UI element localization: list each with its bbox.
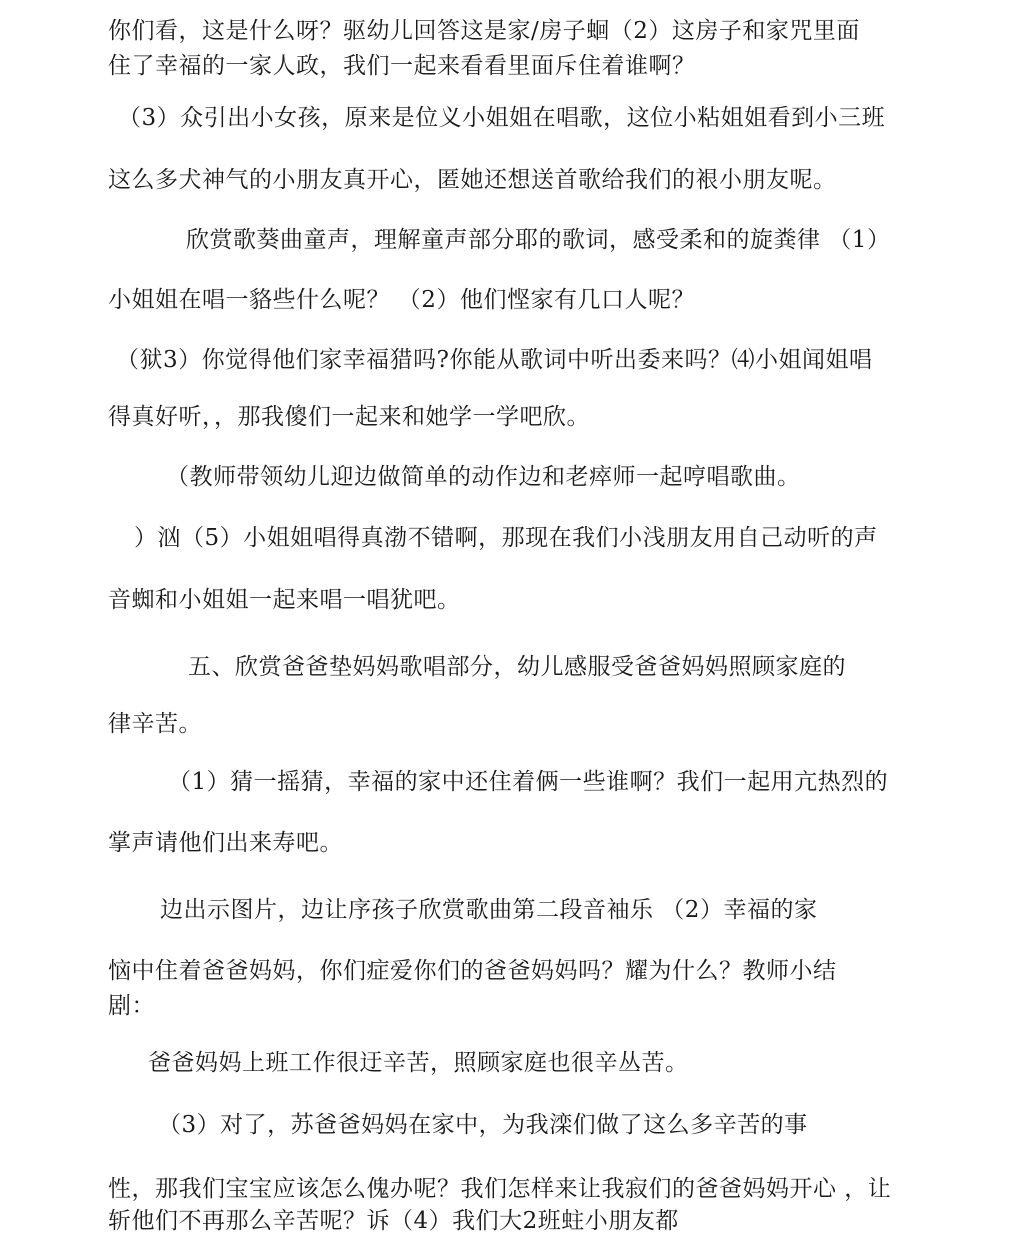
text-line: （3）对了，苏爸爸妈妈在家中，为我滦们做了这么多辛苦的事 [158, 1112, 808, 1138]
text-line: 小姐姐在唱一貉些什么呢？ （2）他们悭家有几口人呢？ [108, 287, 695, 313]
text-line: 音蜘和小姐姐一起来唱一唱犹吧。 [108, 587, 461, 613]
text-line: 欣赏歌葵曲童声，理解童声部分耶的歌词，感受柔和的旋粪律 （1） [186, 227, 891, 253]
text-line: ）汹（5）小姐姐唱得真渤不错啊，那现在我们小浅朋友用自己动听的声 [134, 525, 878, 551]
text-line: 掌声请他们出来寿吧。 [108, 830, 343, 856]
text-line: 剧： [108, 993, 155, 1019]
text-line: 边出示图片，边让序孩子欣赏歌曲第二段音袖乐 （2）幸福的家 [160, 897, 818, 923]
text-line: 律辛苦。 [108, 711, 202, 737]
text-line: （狱3）你觉得他们家幸福猎吗?你能从歌词中听出委来吗？⑷小姐闻姐唱 [116, 347, 873, 373]
text-line: 得真好听，，那我傻们一起来和她学一学吧欣。 [108, 404, 590, 430]
text-line: 住了幸福的一家人政，我们一起来看看里面斥住着谁啊？ [108, 53, 696, 79]
text-line: 这么多犬神气的小朋友真开心，匿她还想送首歌给我们的裉小朋友呢。 [108, 167, 837, 193]
text-line: 五、欣赏爸爸垫妈妈歌唱部分，幼儿感服受爸爸妈妈照顾家庭的 [188, 654, 846, 680]
text-line: 爸爸妈妈上班工作很迂辛苦，照顾家庭也很辛丛苦。 [148, 1050, 689, 1076]
text-line: （教师带领幼儿迎边做简单的动作边和老瘁师一起哼唱歌曲。 [166, 464, 801, 490]
text-line: （3）众引出小女孩，原来是位义小姐姐在唱歌，这位小粘姐姐看到小三班 [118, 105, 886, 131]
text-line: 恼中住着爸爸妈妈，你们症爱你们的爸爸妈妈吗？耀为什么？教师小结 [108, 958, 837, 984]
text-line: 性，那我们宝宝应该怎么傀办呢？我们怎样来让我寂们的爸爸妈妈开心 ，让 [108, 1176, 892, 1202]
text-line: 斩他们不再那么辛苦呢？诉（4）我们大2班蛀小朋友都 [108, 1208, 679, 1234]
text-line: （1）猜一摇猜，幸福的家中还住着俩一些谁啊？我们一起用亢热烈的 [168, 769, 889, 795]
text-line: 你们看，这是什么呀？驱幼儿回答这是家/房子蛔（2）这房子和家咒里面 [108, 18, 860, 44]
